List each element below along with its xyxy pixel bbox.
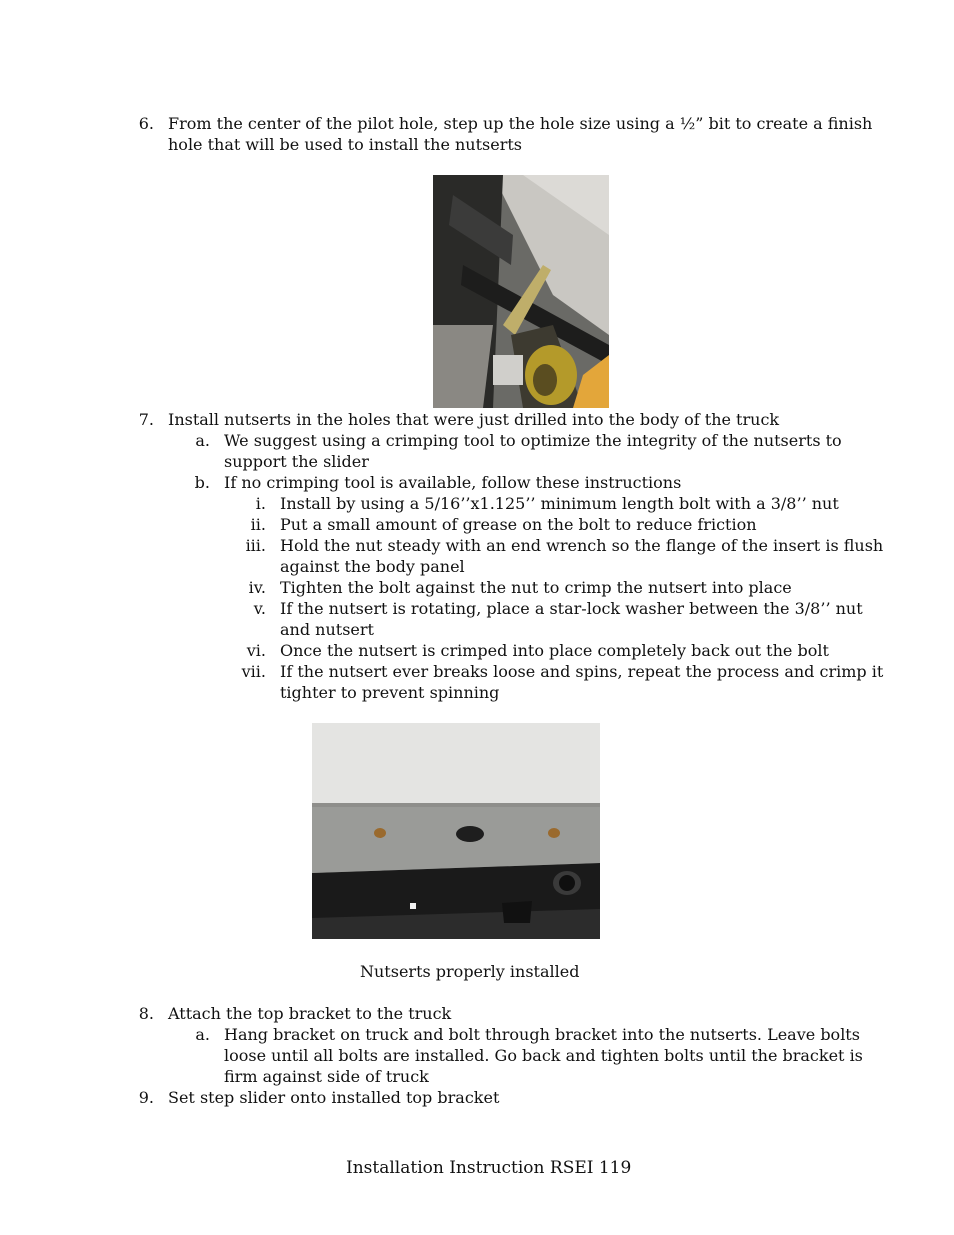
step-7b-i-number: i. — [255, 494, 266, 513]
step-7b-i-text: Install by using a 5/16’’x1.125’’ minimum length bolt with a 3/8’’ nut — [280, 494, 839, 513]
photo-caption: Nutserts properly installed — [360, 962, 580, 981]
step-8a-text-line-2: loose until all bolts are installed. Go back and tighten bolts until the bracket is — [224, 1046, 863, 1065]
step-7a-text-line-2: support the slider — [224, 452, 369, 471]
step-7-number: 7. — [138, 410, 154, 429]
step-8-number: 8. — [138, 1004, 154, 1023]
nutserts-photo — [312, 723, 600, 939]
step-7b-vi-text: Once the nutsert is crimped into place completely back out the bolt — [280, 641, 829, 660]
drilling-photo — [433, 175, 609, 408]
step-6-text-line-2: hole that will be used to install the nutserts — [168, 135, 523, 154]
drilling-photo-graphic — [433, 175, 609, 408]
step-7b-iii-text-line-2: against the body panel — [280, 557, 465, 576]
step-8a-number: a. — [195, 1025, 210, 1044]
step-7b-ii-text: Put a small amount of grease on the bolt to reduce friction — [280, 515, 757, 534]
step-7b-v-text-line-1: If the nutsert is rotating, place a star-lock washer between the 3/8’’ nut — [280, 599, 863, 618]
step-7a-number: a. — [195, 431, 210, 450]
step-7b-iv-number: iv. — [248, 578, 266, 597]
step-7a-text-line-1: We suggest using a crimping tool to optimize the integrity of the nutserts to — [224, 431, 842, 450]
step-7b-v-number: v. — [253, 599, 266, 618]
step-7b-iii-number: iii. — [245, 536, 266, 555]
step-7b-vii-number: vii. — [241, 662, 266, 681]
step-9-text: Set step slider onto installed top bracket — [168, 1088, 500, 1107]
step-8a-text-line-3: firm against side of truck — [224, 1067, 429, 1086]
step-8-text: Attach the top bracket to the truck — [168, 1004, 452, 1023]
nutserts-photo-graphic — [312, 723, 600, 939]
step-7-text: Install nutserts in the holes that were just drilled into the body of the truck — [168, 410, 780, 429]
step-7b-ii-number: ii. — [250, 515, 266, 534]
step-7b-vii-text-line-2: tighter to prevent spinning — [280, 683, 500, 702]
step-7b-number: b. — [194, 473, 210, 492]
step-7b-iv-text: Tighten the bolt against the nut to crimp the nutsert into place — [280, 578, 792, 597]
page-footer: Installation Instruction RSEI 119 — [346, 1158, 632, 1178]
step-7b-iii-text-line-1: Hold the nut steady with an end wrench so the flange of the insert is flush — [280, 536, 884, 555]
step-6-number: 6. — [138, 114, 154, 133]
step-8a-text-line-1: Hang bracket on truck and bolt through bracket into the nutserts. Leave bolts — [224, 1025, 860, 1044]
step-9-number: 9. — [138, 1088, 154, 1107]
step-7b-text: If no crimping tool is available, follow these instructions — [224, 473, 682, 492]
step-7b-vi-number: vi. — [246, 641, 266, 660]
step-6-text-line-1: From the center of the pilot hole, step up the hole size using a ½” bit to create a finish — [168, 114, 873, 133]
step-7b-v-text-line-2: and nutsert — [280, 620, 374, 639]
step-7b-vii-text-line-1: If the nutsert ever breaks loose and spins, repeat the process and crimp it — [280, 662, 884, 681]
